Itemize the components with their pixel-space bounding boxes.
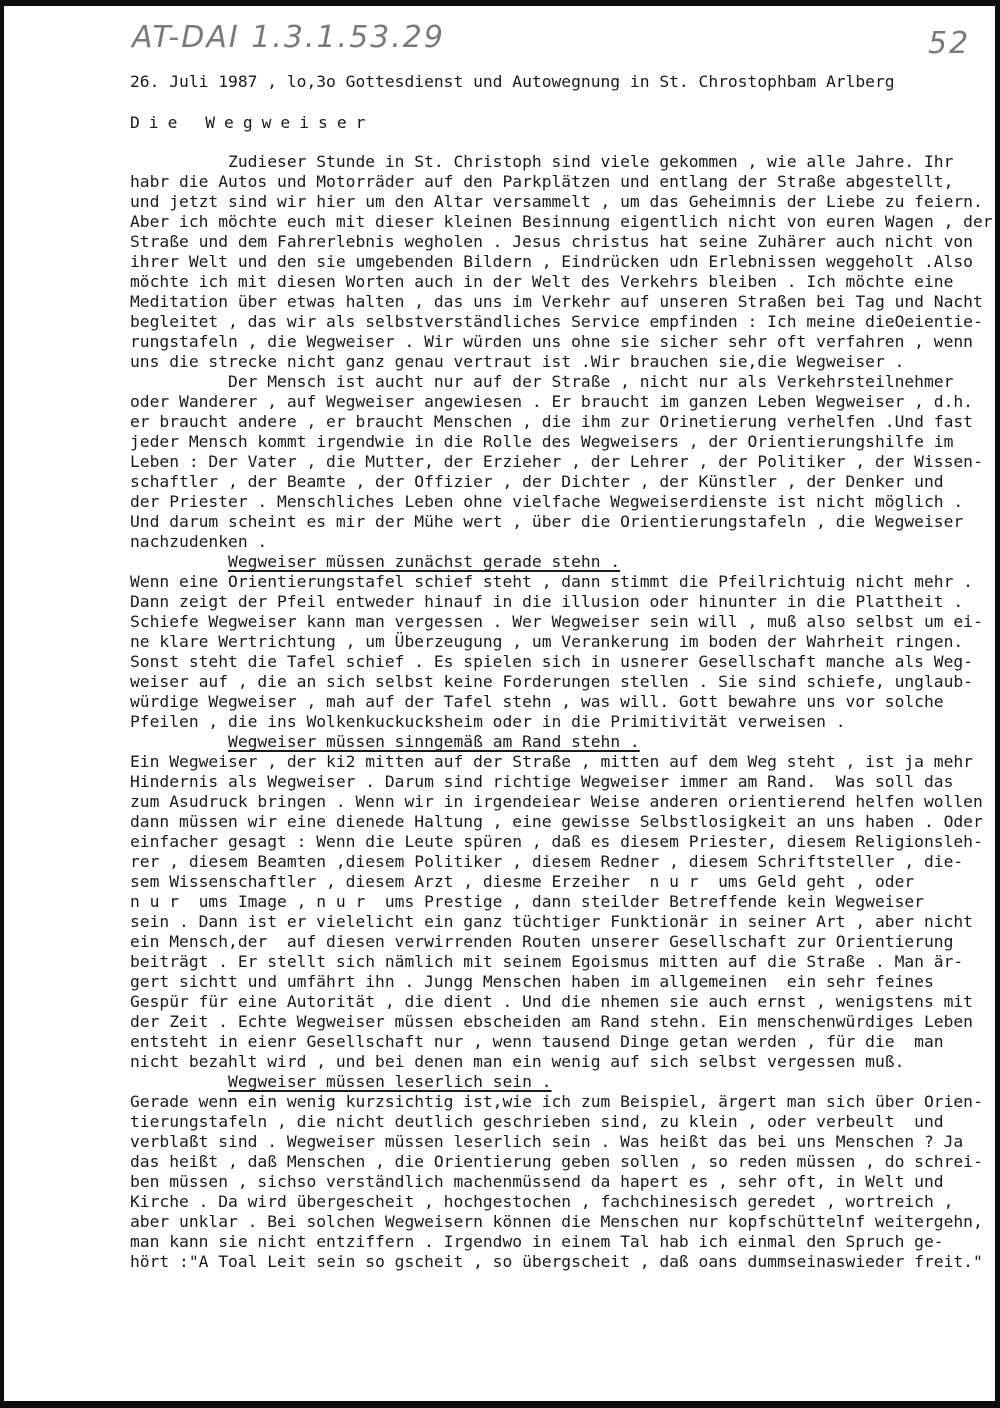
text-line: und jetzt sind wir hier um den Altar versammelt , um das Geheimnis der Liebe zu feiern. bbox=[130, 192, 983, 211]
text-line: Straße und dem Fahrerlebnis wegholen . Jesus christus hat seine Zuhärer auch nicht von bbox=[130, 232, 973, 251]
text-line: sein . Dann ist er vielelicht ein ganz tüchtiger Funktionär in seiner Art , aber nicht bbox=[130, 912, 973, 931]
text-line: jeder Mensch kommt irgendwie in die Rolle des Wegweisers , der Orientierungshilfe im bbox=[130, 432, 954, 451]
scan-border-right bbox=[995, 0, 1000, 1408]
text-line: zum Asudruck bringen . Wenn wir in irgendeiear Weise anderen orientierend helfen wollen bbox=[130, 792, 983, 811]
text-line: beiträgt . Er stellt sich nämlich mit seinem Egoismus mitten auf die Straße . Man är- bbox=[130, 952, 964, 971]
text-line: einfacher gesagt : Wenn die Leute spüren , daß es diesem Priester, diesem Religionsleh- bbox=[130, 832, 983, 851]
text-line: Kirche . Da wird übergescheit , hochgestochen , fachchinesisch geredet , wortreich , bbox=[130, 1192, 954, 1211]
text-line: Aber ich möchte euch mit dieser kleinen Besinnung eigentlich nicht von euren Wagen , der bbox=[130, 212, 993, 231]
archive-reference: AT-DAI 1.3.1.53.29 bbox=[132, 20, 445, 55]
text-line: Schiefe Wegweiser kann man vergessen . Wer Wegweiser sein will , muß also selbst um ei- bbox=[130, 612, 983, 631]
text-line: oder Wanderer , auf Wegweiser angewiesen . Er braucht im ganzen Leben Wegweiser , d.h. bbox=[130, 392, 973, 411]
text-line: Pfeilen , die ins Wolkenkuckucksheim oder in die Primitivität verweisen . bbox=[130, 712, 846, 731]
text-line: dann müssen wir eine dienede Haltung , eine gewisse Selbstlosigkeit an uns haben . Oder bbox=[130, 812, 983, 831]
text-line: schaftler , der Beamte , der Offizier , der Dichter , der Künstler , der Denker und bbox=[130, 472, 944, 491]
text-line: man kann sie nicht entziffern . Irgendwo in einem Tal hab ich einmal den Spruch ge- bbox=[130, 1232, 944, 1251]
text-line: rungstafeln , die Wegweiser . Wir würden uns ohne sie sicher sehr oft verfahren , wenn bbox=[130, 332, 973, 351]
text-line: ihrer Welt und den sie umgebenden Bildern , Eindrücken udn Erlebnissen weggeholt .Also bbox=[130, 252, 973, 271]
scan-border-top bbox=[0, 0, 1000, 6]
text-line: Dann zeigt der Pfeil entweder hinauf in die illusion oder hinunter in die Plattheit . bbox=[130, 592, 964, 611]
text-line: ein Mensch,der auf diesen verwirrenden Routen unserer Gesellschaft zur Orientierung bbox=[130, 932, 954, 951]
text-line: Sonst steht die Tafel schief . Es spielen sich in usnerer Gesellschaft manche als Weg- bbox=[130, 652, 973, 671]
text-line: ben müssen , sichso verständlich machenmüssend da hapert es , sehr oft, in Welt und bbox=[130, 1172, 944, 1191]
text-line: gert sichtt und umfährt ihn . Jungg Menschen haben im allgemeinen ein sehr feines bbox=[130, 972, 934, 991]
text-line: entsteht in eienr Gesellschaft nur , wenn tausend Dinge getan werden , für die man bbox=[130, 1032, 944, 1051]
text-line: habr die Autos und Motorräder auf den Parkplätzen und entlang der Straße abgestellt, bbox=[130, 172, 954, 191]
scan-border-left bbox=[0, 0, 4, 1408]
text-line: begleitet , das wir als selbstverständliches Service empfinden : Ich meine dieOeientie- bbox=[130, 312, 983, 331]
text-line: nicht bezahlt wird , und bei denen man ein wenig auf sich selbst vergessen muß. bbox=[130, 1052, 905, 1071]
text-line: Ein Wegweiser , der ki2 mitten auf der Straße , mitten auf dem Weg steht , ist ja mehr bbox=[130, 752, 973, 771]
text-line: nachzudenken . bbox=[130, 532, 268, 551]
text-line: Gerade wenn ein wenig kurzsichtig ist,wie ich zum Beispiel, ärgert man sich über Orien- bbox=[130, 1092, 983, 1111]
text-line: n u r ums Image , n u r ums Prestige , dann steilder Betreffende kein Wegweiser bbox=[130, 892, 924, 911]
text-line: Zudieser Stunde in St. Christoph sind viele gekommen , wie alle Jahre. Ihr bbox=[130, 152, 954, 171]
page-number: 52 bbox=[928, 26, 971, 61]
document-header: 26. Juli 1987 , lo,3o Gottesdienst und Autowegnung in St. Chrostophbam Arlberg bbox=[130, 72, 895, 91]
text-line: das heißt , daß Menschen , die Orientierung geben sollen , so reden müssen , do schrei- bbox=[130, 1152, 983, 1171]
document-title: Die Wegweiser bbox=[130, 113, 375, 132]
body-text bbox=[130, 152, 993, 1272]
text-line: würdige Wegweiser , mah auf der Tafel stehn , was will. Gott bewahre uns vor solche bbox=[130, 692, 944, 711]
scan-border-bottom bbox=[0, 1401, 1000, 1408]
text-line: Hindernis als Wegweiser . Darum sind richtige Wegweiser immer am Rand. Was soll das bbox=[130, 772, 954, 791]
text-line: aber unklar . Bei solchen Wegweisern können die Menschen nur kopfschüttelnf weitergehn, bbox=[130, 1212, 983, 1231]
text-line: tierungstafeln , die nicht deutlich geschrieben sind, zu klein , oder verbeult und bbox=[130, 1112, 944, 1131]
text-line: Und darum scheint es mir der Mühe wert , über die Orientierungstafeln , die Wegweiser bbox=[130, 512, 964, 531]
text-line: Der Mensch ist aucht nur auf der Straße , nicht nur als Verkehrsteilnehmer bbox=[130, 372, 954, 391]
text-line: der Priester . Menschliches Leben ohne vielfache Wegweiserdienste ist nicht möglich . bbox=[130, 492, 964, 511]
text-line: rer , diesem Beamten ,diesem Politiker , diesem Redner , diesem Schriftsteller , die- bbox=[130, 852, 964, 871]
text-line: Wenn eine Orientierungstafel schief steht , dann stimmt die Pfeilrichtuig nicht mehr . bbox=[130, 572, 973, 591]
text-line: der Zeit . Echte Wegweiser müssen ebscheiden am Rand stehn. Ein menschenwürdiges Leben bbox=[130, 1012, 973, 1031]
section-heading: Wegweiser müssen sinngemäß am Rand stehn . bbox=[228, 732, 640, 751]
text-line: Meditation über etwas halten , das uns im Verkehr auf unseren Straßen bei Tag und Nacht bbox=[130, 292, 983, 311]
section-heading: Wegweiser müssen leserlich sein . bbox=[228, 1072, 552, 1091]
section-heading: Wegweiser müssen zunächst gerade stehn . bbox=[228, 552, 621, 571]
text-line: er braucht andere , er braucht Menschen , die ihm zur Orinetierung verhelfen .Und fast bbox=[130, 412, 973, 431]
text-line: möchte ich mit diesen Worten auch in der Welt des Verkehrs bleiben . Ich möchte eine bbox=[130, 272, 954, 291]
text-line: uns die strecke nicht ganz genau vertraut ist .Wir brauchen sie,die Wegweiser . bbox=[130, 352, 905, 371]
text-line: Gespür für eine Autorität , die dient . Und die nhemen sie auch ernst , wenigstens mit bbox=[130, 992, 973, 1011]
text-line: verblaßt sind . Wegweiser müssen leserlich sein . Was heißt das bei uns Menschen ? Ja bbox=[130, 1132, 964, 1151]
text-line: hört :"A Toal Leit sein so gscheit , so übergscheit , daß oans dummseinaswieder freit." bbox=[130, 1252, 983, 1271]
text-line: Leben : Der Vater , die Mutter, der Erzieher , der Lehrer , der Politiker , der Wissen- bbox=[130, 452, 983, 471]
text-line: sem Wissenschaftler , diesem Arzt , diesme Erzeiher n u r ums Geld geht , oder bbox=[130, 872, 915, 891]
text-line: ne klare Wertrichtung , um Überzeugung , um Verankerung im boden der Wahrheit ringen. bbox=[130, 632, 964, 651]
text-line: weiser auf , die an sich selbst keine Forderungen stellen . Sie sind schiefe, unglaub- bbox=[130, 672, 973, 691]
